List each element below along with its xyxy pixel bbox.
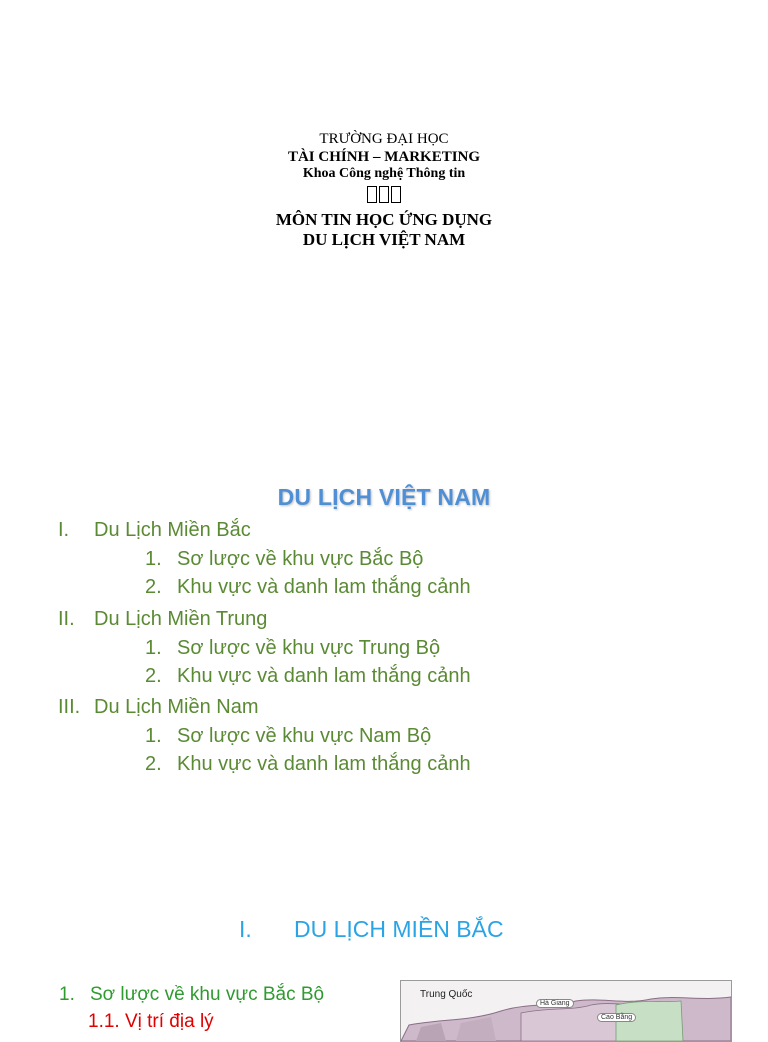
toc-item-number: 1. [145, 725, 162, 747]
course-title: MÔN TIN HỌC ỨNG DỤNG [275, 210, 493, 229]
subheading [59, 984, 324, 1006]
toc-title: DU LỊCH VIỆT NAM [277, 484, 491, 510]
faculty-name: Khoa Công nghệ Thông tin [302, 166, 466, 181]
subheading-number: 1. [59, 984, 75, 1005]
subheading-label: Sơ lược về khu vực Bắc Bộ [90, 984, 325, 1005]
toc-section-label: Du Lịch Miền Nam [94, 696, 259, 718]
section-number: I. [239, 916, 252, 942]
topic-title: DU LỊCH VIỆT NAM [302, 230, 466, 249]
toc-item-label: Sơ lược về khu vực Bắc Bộ [177, 548, 424, 570]
missing-glyph-icon [367, 186, 377, 203]
toc-item-number: 1. [145, 637, 162, 659]
toc-item-label: Khu vực và danh lam thắng cảnh [177, 753, 471, 775]
north-vietnam-map [400, 980, 732, 1042]
toc-section-label: Du Lịch Miền Trung [94, 608, 268, 630]
toc-item-number: 1. [145, 548, 162, 570]
map-country-label: Trung Quốc [420, 989, 473, 1000]
toc-section-label: Du Lịch Miền Bắc [94, 519, 251, 541]
toc-item-label: Sơ lược về khu vực Nam Bộ [177, 725, 432, 747]
toc-item-label: Khu vực và danh lam thắng cảnh [177, 576, 471, 598]
missing-glyph-icon [391, 186, 401, 203]
missing-glyph-icon [379, 186, 389, 203]
map-province-tag: Hà Giang [536, 999, 574, 1008]
university-name-line2: TÀI CHÍNH – MARKETING [287, 149, 481, 165]
sub-subheading: 1.1. Vị trí địa lý [88, 1011, 214, 1032]
toc-item-number: 2. [145, 753, 162, 775]
university-name-line1: TRƯỜNG ĐẠI HỌC [319, 131, 449, 147]
toc-item-number: 2. [145, 576, 162, 598]
toc-item-label: Khu vực và danh lam thắng cảnh [177, 665, 471, 687]
map-province-tag: Cao Bằng [597, 1013, 636, 1022]
toc-section-number: III. [58, 696, 81, 718]
toc-section-number: II. [58, 608, 75, 630]
section-title: DU LỊCH MIỀN BẮC [294, 916, 504, 942]
ornament-glyphs [0, 186, 768, 208]
toc-section-number: I. [58, 519, 70, 541]
toc-item-number: 2. [145, 665, 162, 687]
toc-item-label: Sơ lược về khu vực Trung Bộ [177, 637, 441, 659]
